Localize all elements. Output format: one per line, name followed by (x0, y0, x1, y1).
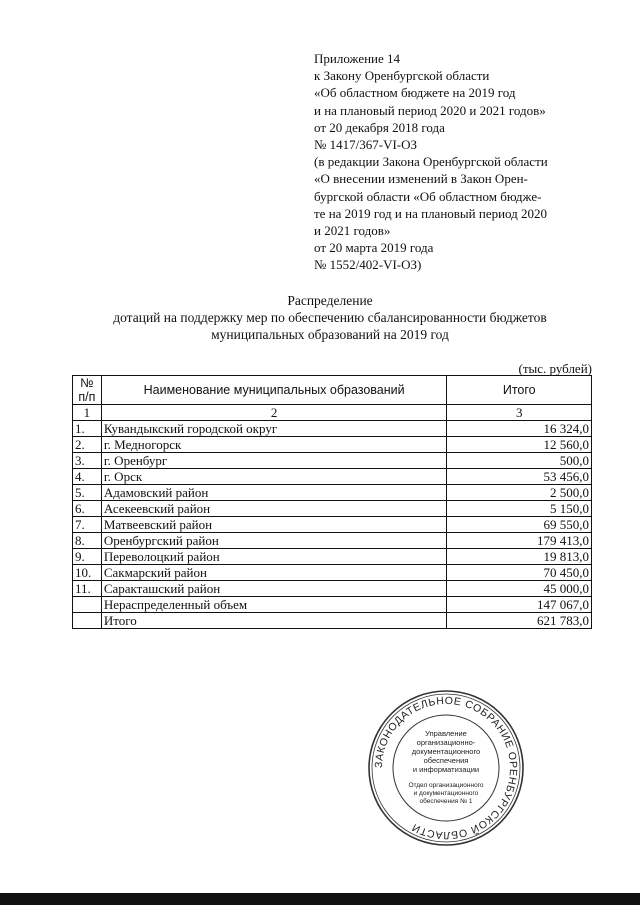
table-row (73, 565, 592, 581)
row-value: 500,0 (447, 453, 592, 469)
header-line: бургской области «Об областном бюдже- (314, 188, 542, 204)
row-value: 5 150,0 (447, 501, 592, 517)
total-value: 621 783,0 (447, 613, 592, 629)
col-index-1: 1 (73, 405, 102, 421)
row-num: 5. (73, 485, 102, 501)
table-header-row (73, 376, 592, 405)
seal-bottom-line: и документационного (413, 790, 479, 797)
seal-bottom-line: обеспечения № 1 (419, 798, 473, 805)
row-name: г. Орск (101, 469, 447, 485)
table-row (73, 437, 592, 453)
title-line-1: Распределение (287, 293, 373, 308)
header-line: от 20 декабря 2018 года (314, 119, 445, 135)
column-index-row (73, 405, 592, 421)
row-value: 69 550,0 (447, 517, 592, 533)
row-num: 2. (73, 437, 102, 453)
scan-bottom-edge (0, 893, 640, 905)
row-value: 45 000,0 (447, 581, 592, 597)
header-line: к Закону Оренбургской области (314, 68, 490, 84)
row-name: Кувандыкский городской округ (101, 421, 447, 437)
seal-inner-line: документационного (411, 747, 481, 756)
col-index-3: 3 (447, 405, 592, 421)
distribution-table (72, 375, 592, 629)
document-title (40, 292, 620, 343)
row-name: Саракташский район (101, 581, 447, 597)
header-line: (в редакции Закона Оренбургской области (314, 154, 548, 170)
row-value: 12 560,0 (447, 437, 592, 453)
header-line: № 1417/367-VI-ОЗ (314, 137, 418, 153)
row-name: Асекеевский район (101, 501, 447, 517)
unallocated-value: 147 067,0 (447, 597, 592, 613)
header-line: и 2021 годов» (314, 223, 391, 239)
row-num: 6. (73, 501, 102, 517)
seal-inner-line: организационно- (416, 738, 476, 747)
row-value: 19 813,0 (447, 549, 592, 565)
official-seal (366, 688, 526, 848)
row-name: Переволоцкий район (101, 549, 447, 565)
unallocated-label: Нераспределенный объем (101, 597, 447, 613)
header-line: «О внесении изменений в Закон Орен- (314, 171, 528, 187)
row-value: 16 324,0 (447, 421, 592, 437)
table-row (73, 549, 592, 565)
header-name: Наименование муниципальных образований (101, 376, 447, 405)
unallocated-row (73, 597, 592, 613)
row-num: 9. (73, 549, 102, 565)
row-value: 70 450,0 (447, 565, 592, 581)
row-name: г. Оренбург (101, 453, 447, 469)
header-line: и на плановый период 2020 и 2021 годов» (314, 102, 546, 118)
row-num: 8. (73, 533, 102, 549)
row-value: 2 500,0 (447, 485, 592, 501)
row-num: 7. (73, 517, 102, 533)
row-value: 179 413,0 (447, 533, 592, 549)
table-row (73, 517, 592, 533)
seal-bottom-line: Отдел организационного (408, 782, 484, 789)
seal-inner-line: обеспечения (423, 756, 469, 765)
units-label: (тыс. рублей) (518, 361, 592, 376)
row-num-empty (73, 597, 102, 613)
seal-outer-text: ЗАКОНОДАТЕЛЬНОЕ СОБРАНИЕ ОРЕНБУРГСКОЙ ОБЛАСТИ (372, 694, 520, 842)
row-num: 4. (73, 469, 102, 485)
seal-inner-line: и информатизации (412, 765, 480, 774)
row-name: Адамовский район (101, 485, 447, 501)
header-line: те на 2019 год и на плановый период 2020 (314, 205, 548, 221)
row-name: Оренбургский район (101, 533, 447, 549)
table-row (73, 469, 592, 485)
table-row (73, 485, 592, 501)
table-row (73, 533, 592, 549)
title-line-2: дотаций на поддержку мер по обеспечению сбалансированности бюджетов (113, 310, 547, 325)
col-index-2: 2 (101, 405, 447, 421)
row-num: 10. (73, 565, 102, 581)
row-num-empty (73, 613, 102, 629)
row-name: г. Медногорск (101, 437, 447, 453)
document-header (314, 50, 614, 274)
table-row (73, 581, 592, 597)
header-line: «Об областном бюджете на 2019 год (314, 85, 516, 101)
table-row (73, 453, 592, 469)
total-row (73, 613, 592, 629)
header-line: Приложение 14 (314, 51, 401, 66)
table-row (73, 421, 592, 437)
seal-inner-line: Управление (425, 729, 467, 738)
title-line-3: муниципальных образований на 2019 год (211, 327, 449, 342)
row-name: Матвеевский район (101, 517, 447, 533)
header-line: от 20 марта 2019 года (314, 240, 434, 256)
row-num: 11. (73, 581, 102, 597)
total-label: Итого (101, 613, 447, 629)
row-name: Сакмарский район (101, 565, 447, 581)
row-num: 1. (73, 421, 102, 437)
header-total: Итого (447, 376, 592, 405)
row-num: 3. (73, 453, 102, 469)
header-line: № 1552/402-VI-ОЗ) (314, 257, 422, 273)
table-row (73, 501, 592, 517)
header-num: № п/п (73, 376, 102, 405)
row-value: 53 456,0 (447, 469, 592, 485)
